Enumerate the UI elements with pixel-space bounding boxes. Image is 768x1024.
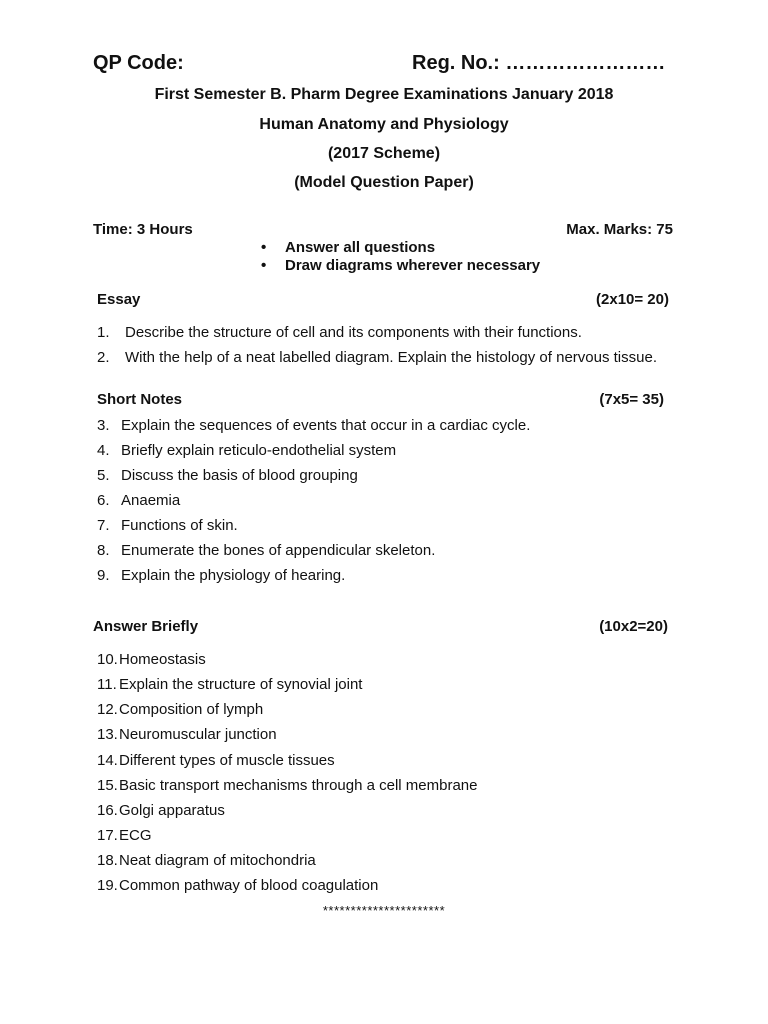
question-number: 7. <box>97 517 110 534</box>
answer-briefly-marks: (10x2=20) <box>599 618 668 635</box>
question-item <box>97 442 396 459</box>
question-number: 16. <box>97 802 118 819</box>
question-number: 18. <box>97 852 118 869</box>
question-text: Anaemia <box>121 492 181 509</box>
exam-title: First Semester B. Pharm Degree Examinations January 2018 <box>154 86 614 103</box>
question-number: 12. <box>97 701 118 718</box>
question-number: 10. <box>97 651 118 668</box>
question-text: Neat diagram of mitochondria <box>119 852 316 869</box>
short-notes-heading: Short Notes <box>97 391 183 408</box>
question-number: 2. <box>97 349 110 366</box>
max-marks-label: Max. Marks: 75 <box>566 221 673 238</box>
question-text: Explain the sequences of events that occur in a cardiac cycle. <box>121 417 531 434</box>
question-item <box>97 802 225 819</box>
question-text: ECG <box>119 827 152 844</box>
short-notes-marks: (7x5= 35) <box>599 391 664 408</box>
end-of-paper-stars: ********************** <box>322 903 446 918</box>
instruction-item <box>261 257 540 274</box>
answer-briefly-heading: Answer Briefly <box>93 618 199 635</box>
question-text: Common pathway of blood coagulation <box>119 877 379 894</box>
question-item <box>97 651 206 668</box>
question-item <box>97 827 152 844</box>
question-text: Explain the structure of synovial joint <box>119 676 363 693</box>
question-item <box>97 726 277 743</box>
question-item <box>97 752 335 769</box>
reg-no-label: Reg. No.: …………………… <box>412 52 666 74</box>
question-item <box>97 701 263 718</box>
question-item <box>97 542 435 559</box>
question-text: With the help of a neat labelled diagram. Explain the histology of nervous tissue. <box>125 349 657 366</box>
instruction-text: Answer all questions <box>285 239 436 256</box>
question-item <box>97 777 478 794</box>
question-item <box>97 492 180 509</box>
question-number: 6. <box>97 492 110 509</box>
question-item <box>97 517 238 534</box>
question-text: Briefly explain reticulo-endothelial system <box>121 442 397 459</box>
instruction-item <box>261 239 435 256</box>
question-text: Discuss the basis of blood grouping <box>121 467 358 484</box>
question-number: 14. <box>97 752 118 769</box>
question-text: Different types of muscle tissues <box>119 752 335 769</box>
question-item <box>97 877 378 894</box>
time-label: Time: 3 Hours <box>93 221 193 238</box>
question-item <box>97 852 316 869</box>
question-number: 19. <box>97 877 118 894</box>
paper-title: (Model Question Paper) <box>294 174 474 191</box>
question-number: 8. <box>97 542 110 559</box>
question-text: Functions of skin. <box>121 517 238 534</box>
qp-code-label: QP Code: <box>93 52 184 74</box>
question-number: 17. <box>97 827 118 844</box>
instruction-text: Draw diagrams wherever necessary <box>285 257 541 274</box>
essay-marks: (2x10= 20) <box>596 291 669 308</box>
question-number: 3. <box>97 417 110 434</box>
question-number: 1. <box>97 324 110 341</box>
scheme-title: (2017 Scheme) <box>327 145 441 162</box>
bullet-icon: • <box>261 239 267 256</box>
question-item <box>97 676 362 693</box>
question-item <box>97 349 657 366</box>
question-item <box>97 324 582 341</box>
question-number: 13. <box>97 726 118 743</box>
question-item <box>97 467 358 484</box>
question-number: 11. <box>97 676 117 693</box>
question-number: 15. <box>97 777 118 794</box>
question-text: Explain the physiology of hearing. <box>121 567 346 584</box>
question-item <box>97 567 345 584</box>
question-text: Homeostasis <box>119 651 206 668</box>
question-text: Golgi apparatus <box>119 802 225 819</box>
subject-title: Human Anatomy and Physiology <box>259 116 509 133</box>
question-number: 4. <box>97 442 110 459</box>
bullet-icon: • <box>261 257 267 274</box>
question-text: Composition of lymph <box>119 701 264 718</box>
question-text: Enumerate the bones of appendicular skeleton. <box>121 542 436 559</box>
question-item <box>97 417 530 434</box>
question-number: 9. <box>97 567 110 584</box>
question-number: 5. <box>97 467 110 484</box>
question-text: Neuromuscular junction <box>119 726 277 743</box>
question-text: Describe the structure of cell and its components with their functions. <box>125 324 582 341</box>
question-text: Basic transport mechanisms through a cell membrane <box>119 777 478 794</box>
essay-heading: Essay <box>97 291 141 308</box>
